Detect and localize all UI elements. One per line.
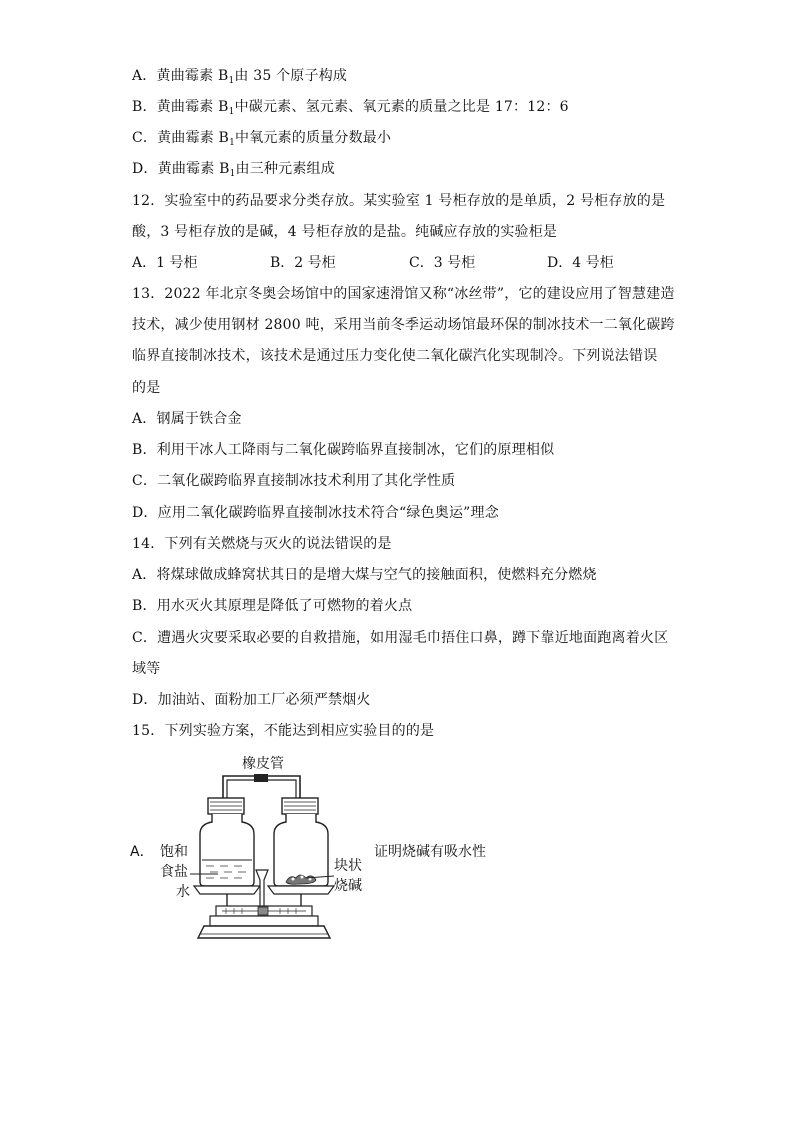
left-bottle	[200, 798, 254, 886]
figure-option-label: A．	[130, 844, 154, 860]
q13-option-c: C．二氧化碳跨临界直接制冰技术利用了其化学性质	[132, 473, 456, 489]
experiment-purpose: 证明烧碱有吸水性	[374, 844, 486, 860]
q14-option-d: D．加油站、面粉加工厂必须严禁烟火	[132, 692, 371, 708]
q12-stem-line-1: 12．实验室中的药品要求分类存放。某实验室 1 号柜存放的是单质，2 号柜存放的是	[132, 193, 666, 209]
tube-label: 橡皮管	[242, 756, 284, 772]
q13-stem-line-3: 临界直接制冰技术，该技术是通过压力变化使二氧化碳汽化实现制冷。下列说法错误	[132, 348, 658, 364]
left-label-line-2: 食盐	[160, 864, 188, 880]
right-bottle	[274, 798, 328, 886]
q14-option-a: A．将煤球做成蜂窝状其日的是增大煤与空气的接触面积，使燃料充分燃烧	[132, 567, 597, 583]
q11-option-b: B．黄曲霉素 $B_1$中碳元素、氢元素、氧元素的质量之比是 17：12：6	[132, 99, 569, 117]
q12-option-d: D．4 号柜	[547, 255, 614, 271]
q12-option-a: A．1 号柜	[132, 255, 198, 271]
tube-clamp	[254, 774, 268, 782]
q12-stem-line-2: 酸，3 号柜存放的是碱，4 号柜存放的是盐。纯碱应存放的实验柜是	[132, 224, 558, 240]
q14-option-c-line-2: 域等	[132, 661, 161, 677]
q13-option-b: B．利用干冰人工降雨与二氧化碳跨临界直接制冰，它们的原理相似	[132, 442, 555, 458]
q14-stem: 14．下列有关燃烧与灭火的说法错误的是	[132, 536, 392, 552]
right-pan	[268, 886, 334, 894]
q11-option-c: C．黄曲霉素 $B_1$中氧元素的质量分数最小	[132, 130, 392, 148]
q11-option-d: D．黄曲霉素 $B_1$由三种元素组成	[132, 161, 335, 179]
q13-stem-line-2: 技术，减少使用钢材 2800 吨，采用当前冬季运动场馆最环保的制冰技术一二氧化碳跨	[132, 317, 675, 333]
q13-stem-line-1: 13．2022 年北京冬奥会场馆中的国家速滑馆又称“冰丝带”，它的建设应用了智慧建造	[132, 286, 675, 302]
right-label-line-1: 块状	[334, 858, 362, 874]
q11-option-a: A．黄曲霉素 $B_1$由 35 个原子构成	[132, 68, 348, 86]
q13-option-a: A．钢属于铁合金	[132, 411, 242, 427]
q12-option-c: C．3 号柜	[409, 255, 476, 271]
q15-stem: 15．下列实验方案，不能达到相应实验目的的是	[132, 723, 435, 739]
left-label-line-3: 水	[176, 884, 190, 900]
q14-option-c-line-1: C．遭遇火灾要采取必要的自救措施，如用湿毛巾捂住口鼻，蹲下靠近地面跑离着火区	[132, 630, 669, 646]
right-label-line-2: 烧碱	[334, 878, 362, 894]
balance-base	[198, 906, 330, 938]
q14-option-b: B．用水灭火其原理是降低了可燃物的着火点	[132, 598, 413, 614]
q13-option-d: D．应用二氧化碳跨临界直接制冰技术符合“绿色奥运”理念	[132, 505, 499, 521]
q13-stem-line-4: 的是	[132, 380, 161, 396]
left-pan	[194, 886, 260, 894]
q12-option-b: B．2 号柜	[270, 255, 336, 271]
q15-apparatus-figure	[130, 748, 510, 948]
left-label-line-1: 饱和	[160, 844, 188, 860]
